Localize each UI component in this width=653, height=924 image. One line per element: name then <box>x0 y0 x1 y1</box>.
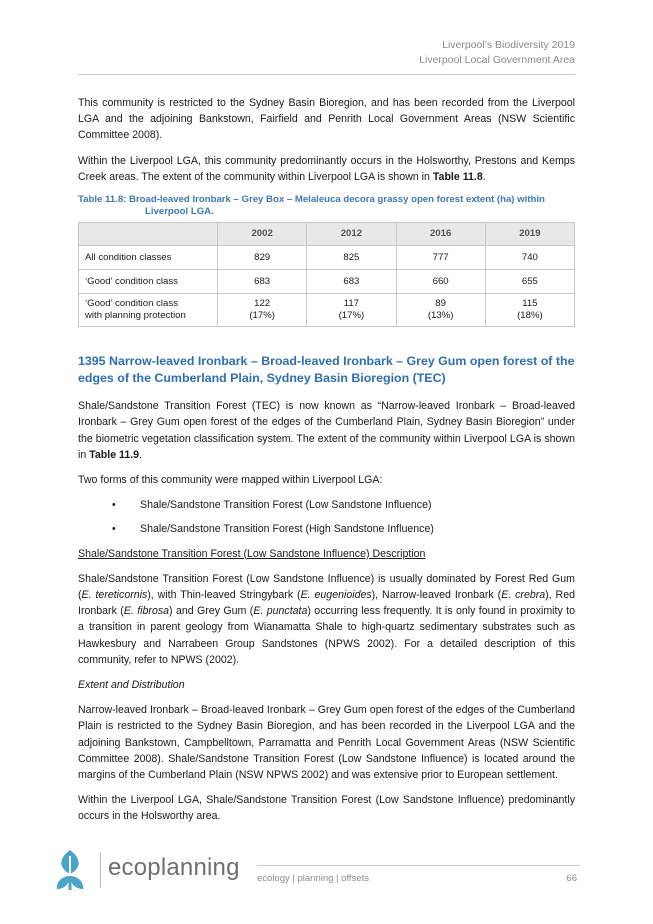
extent-table <box>78 222 575 327</box>
cell <box>485 294 574 327</box>
caption-line1: Table 11.8: Broad-leaved Ironbark – Grey Box – Melaleuca decora grassy open forest extent (ha) within <box>78 194 545 206</box>
intro-paragraph-2 <box>78 153 575 185</box>
list-item: • Shale/Sandstone Transition Forest (Low Sandstone Influence) <box>78 497 575 513</box>
cell-pct: (17%) <box>338 310 365 322</box>
table-row <box>79 270 575 294</box>
table-caption <box>78 194 575 218</box>
description-paragraph <box>78 571 575 668</box>
desc-text: ), Narrow-leaved Ironbark ( <box>371 589 502 602</box>
species-name: E. fibrosa <box>123 605 170 618</box>
cell: 683 <box>218 270 307 294</box>
row-label <box>79 294 218 327</box>
intro-paragraph-1: This community is restricted to the Sydney Basin Bioregion, and has been recorded from the Liverpool LGA and the adjoining Bankstown, Fairfield and Penrith Local Government Areas (NSW Scientific Committee 2008). <box>78 97 575 142</box>
page-body <box>78 95 575 834</box>
desc-text: ) occurring less frequently. It is only found in proximity to a transition in parent geology from Wianamatta Shale to high-quartz sedimentary substrates such as Hawkesbury and Narrabeen Group Sandstones (NPWS 2002). For a detailed description of this community, refer to NPWS (2002). <box>78 605 575 666</box>
species-name: E. eugenioides <box>300 589 372 602</box>
cell: 777 <box>396 246 485 270</box>
species-name: E. punctata <box>253 605 308 618</box>
extent-heading: Extent and Distribution <box>78 679 185 692</box>
col-header: 2012 <box>307 223 396 246</box>
section-paragraph-2: Two forms of this community were mapped within Liverpool LGA: <box>78 474 383 487</box>
list-item: • Shale/Sandstone Transition Forest (High Sandstone Influence) <box>78 521 575 537</box>
row-label: All condition classes <box>79 246 218 270</box>
header-line2: Liverpool Local Government Area <box>419 54 575 66</box>
desc-text: ) and Grey Gum ( <box>169 605 254 618</box>
page-header <box>419 38 575 68</box>
species-name: E. crebra <box>501 589 546 602</box>
description-subheading: Shale/Sandstone Transition Forest (Low Sandstone Influence) Description <box>78 547 426 560</box>
cell-value: 115 <box>522 298 538 310</box>
intro-p2-text: Within the Liverpool LGA, this community predominantly occurs in the Holsworthy, Prestons and Kemps Creek areas. The extent of the community within Liverpool LGA is shown in <box>78 154 575 183</box>
section-paragraph-1 <box>78 398 575 463</box>
table-row <box>79 246 575 270</box>
cell <box>307 294 396 327</box>
desc-text: ), Red Ironbark ( <box>78 589 575 618</box>
cell <box>218 294 307 327</box>
cell: 825 <box>307 246 396 270</box>
table-row <box>79 294 575 327</box>
section-p1-text: Shale/Sandstone Transition Forest (TEC) is now known as “Narrow-leaved Ironbark – Broad-leaved Ironbark – Grey Gum open forest of the edges of the Cumberland Plain, Sydney Basin Bioregion” under the biometric vegetation classification system. The extent of the community within Liverpool LGA is shown in <box>78 400 575 461</box>
cell-pct: (18%) <box>517 310 543 322</box>
page-footer <box>50 848 580 892</box>
cell-value: 122 <box>254 298 271 310</box>
cell-pct: (13%) <box>427 310 454 322</box>
cell: 740 <box>485 246 574 270</box>
ecoplanning-leaf-icon <box>50 848 90 892</box>
cell-pct: (17%) <box>249 310 275 322</box>
cell <box>396 294 485 327</box>
extent-paragraph-2: Within the Liverpool LGA, Shale/Sandstone Transition Forest (Low Sandstone Influence) predominantly occurs in the Holsworthy area. <box>78 794 575 823</box>
page-number: 66 <box>566 873 577 884</box>
desc-text: Shale/Sandstone Transition Forest (Low Sandstone Influence) is usually dominated by Forest Red Gum ( <box>78 572 575 602</box>
row-label-line2: with planning protection <box>85 310 186 322</box>
header-divider <box>78 74 575 75</box>
table-11-9-link[interactable]: Table 11.9 <box>89 448 140 461</box>
section-heading: 1395 Narrow-leaved Ironbark – Broad-leaved Ironbark – Grey Gum open forest of the edges of the Cumberland Plain, Sydney Basin Bioregion (TEC) <box>78 354 575 386</box>
header-blank <box>79 223 218 246</box>
extent-paragraph-1: Narrow-leaved Ironbark – Broad-leaved Ironbark – Grey Gum open forest of the edges of the Cumberland Plain is restricted to the Sydney Basin Bioregion, and has been recorded in the Liverpool LGA and the adjoining Bankstown, Campbelltown, Parramatta and Penrith Local Government Areas (NSW Scientific Committee 2008). Shale/Sandstone Transition Forest (Low Sandstone Influence) is located around the margins of the Cumberland Plain (NSW NPWS 2002) and was extensive prior to European settlement. <box>78 704 575 782</box>
caption-line2: Liverpool LGA. <box>145 206 214 218</box>
table-header-row <box>79 223 575 246</box>
table-11-8-link[interactable]: Table 11.8 <box>432 170 483 183</box>
desc-text: ), with Thin-leaved Stringybark ( <box>147 589 301 602</box>
col-header: 2019 <box>485 223 574 246</box>
cell: 660 <box>396 270 485 294</box>
footer-divider <box>257 865 580 866</box>
cell: 829 <box>218 246 307 270</box>
cell: 683 <box>307 270 396 294</box>
cell: 655 <box>485 270 574 294</box>
col-header: 2016 <box>396 223 485 246</box>
cell-value: 117 <box>343 298 360 310</box>
section-p1-end: . <box>139 448 143 461</box>
footer-tagline: ecology | planning | offsets <box>257 873 369 884</box>
header-line1: Liverpool’s Biodiversity 2019 <box>442 39 575 51</box>
row-label-line1: ‘Good’ condition class <box>85 298 178 310</box>
row-label: ‘Good’ condition class <box>79 270 218 294</box>
forms-list <box>78 497 575 537</box>
brand-name: ecoplanning <box>108 854 240 881</box>
intro-p2-end: . <box>482 170 486 183</box>
brand-divider <box>100 852 101 888</box>
col-header: 2002 <box>218 223 307 246</box>
species-name: E. tereticornis <box>81 589 148 602</box>
cell-value: 89 <box>435 298 446 310</box>
